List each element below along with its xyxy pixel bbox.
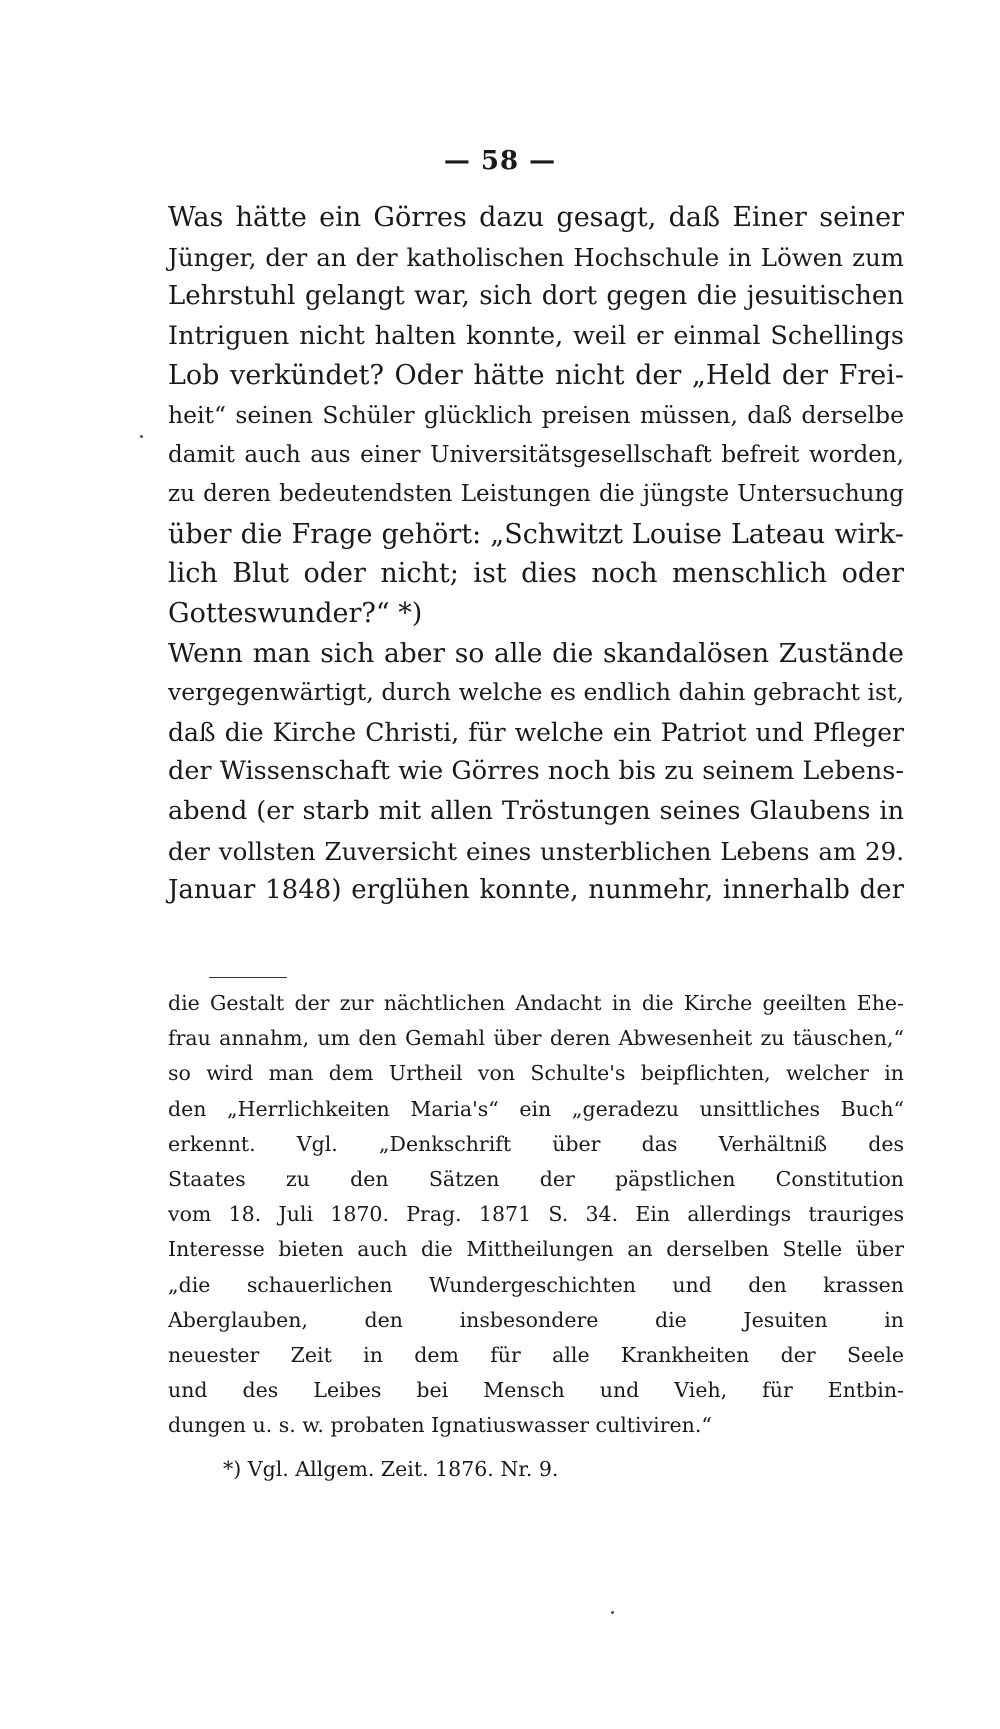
footnote-block xyxy=(168,986,904,1443)
footnote-line: so wird man dem Urtheil von Schulte's beipflichten, welcher in xyxy=(168,1061,904,1086)
body-line: zu deren bedeutendsten Leistungen die jüngste Untersuchung xyxy=(168,481,904,508)
footnote-line: den „Herrlichkeiten Maria's“ ein „geradezu unsittliches Buch“ xyxy=(168,1096,904,1121)
body-line: der Wissenschaft wie Görres noch bis zu seinem Lebens- xyxy=(168,756,904,787)
page-number: — 58 — xyxy=(443,146,557,176)
body-line: abend (er starb mit allen Tröstungen seines Glaubens in xyxy=(168,795,904,826)
body-line: Januar 1848) erglühen konnte, nunmehr, innerhalb der xyxy=(168,875,904,906)
body-line: Wenn man sich aber so alle die skandalösen Zustände xyxy=(168,637,904,669)
body-line: über die Frage gehört: „Schwitzt Louise Lateau wirk- xyxy=(168,518,904,550)
footnote-line: erkennt. Vgl. „Denkschrift über das Verhältniß des xyxy=(168,1131,904,1156)
footnote-line: Aberglauben, den insbesondere die Jesuiten in xyxy=(168,1307,904,1332)
body-line: vergegenwärtigt, durch welche es endlich dahin gebracht ist, xyxy=(168,678,904,707)
body-line: damit auch aus einer Universitätsgesellschaft befreit worden, xyxy=(168,441,904,468)
body-text xyxy=(168,198,904,911)
body-line: Lob verkündet? Oder hätte nicht der „Held der Frei- xyxy=(168,360,904,392)
body-line: heit“ seinen Schüler glücklich preisen müssen, daß derselbe xyxy=(168,400,904,429)
footnote-line: frau annahm, um den Gemahl über deren Abwesenheit zu täuschen,“ xyxy=(168,1026,904,1051)
body-line: Jünger, der an der katholischen Hochschule in Löwen zum xyxy=(168,242,904,272)
body-line: Lehrstuhl gelangt war, sich dort gegen die jesuitischen xyxy=(168,281,904,312)
footnote-line: die Gestalt der zur nächtlichen Andacht in die Kirche geeilten Ehe- xyxy=(168,991,904,1015)
footnote-line: dungen u. s. w. probaten Ignatiuswasser cultiviren.“ xyxy=(168,1413,712,1438)
footnote-line: Staates zu den Sätzen der päpstlichen Constitution xyxy=(168,1166,904,1191)
footnote-line: „die schauerlichen Wundergeschichten und den krassen xyxy=(168,1272,904,1297)
footnote-separator xyxy=(209,977,287,978)
footnote-line: neuester Zeit in dem für alle Krankheiten der Seele xyxy=(168,1342,904,1367)
body-line: daß die Kirche Christi, für welche ein Patriot und Pfleger xyxy=(168,717,904,747)
margin-speck xyxy=(140,435,143,438)
body-line: Was hätte ein Görres dazu gesagt, daß Einer seiner xyxy=(168,202,904,233)
footnote-line: vom 18. Juli 1870. Prag. 1871 S. 34. Ein allerdings trauriges xyxy=(168,1202,904,1227)
body-line: lich Blut oder nicht; ist dies noch menschlich oder xyxy=(168,558,904,590)
footnote-line: und des Leibes bei Mensch und Vieh, für Entbin- xyxy=(168,1378,904,1403)
footnote-line: Interesse bieten auch die Mittheilungen an derselben Stelle über xyxy=(168,1237,904,1262)
page-speck xyxy=(611,1611,614,1614)
body-line: Gotteswunder?“ *) xyxy=(168,597,423,629)
body-line: der vollsten Zuversicht eines unsterblichen Lebens am 29. xyxy=(168,836,904,866)
body-line: Intriguen nicht halten konnte, weil er einmal Schellings xyxy=(168,320,904,351)
star-footnote: *) Vgl. Allgem. Zeit. 1876. Nr. 9. xyxy=(223,1457,559,1481)
